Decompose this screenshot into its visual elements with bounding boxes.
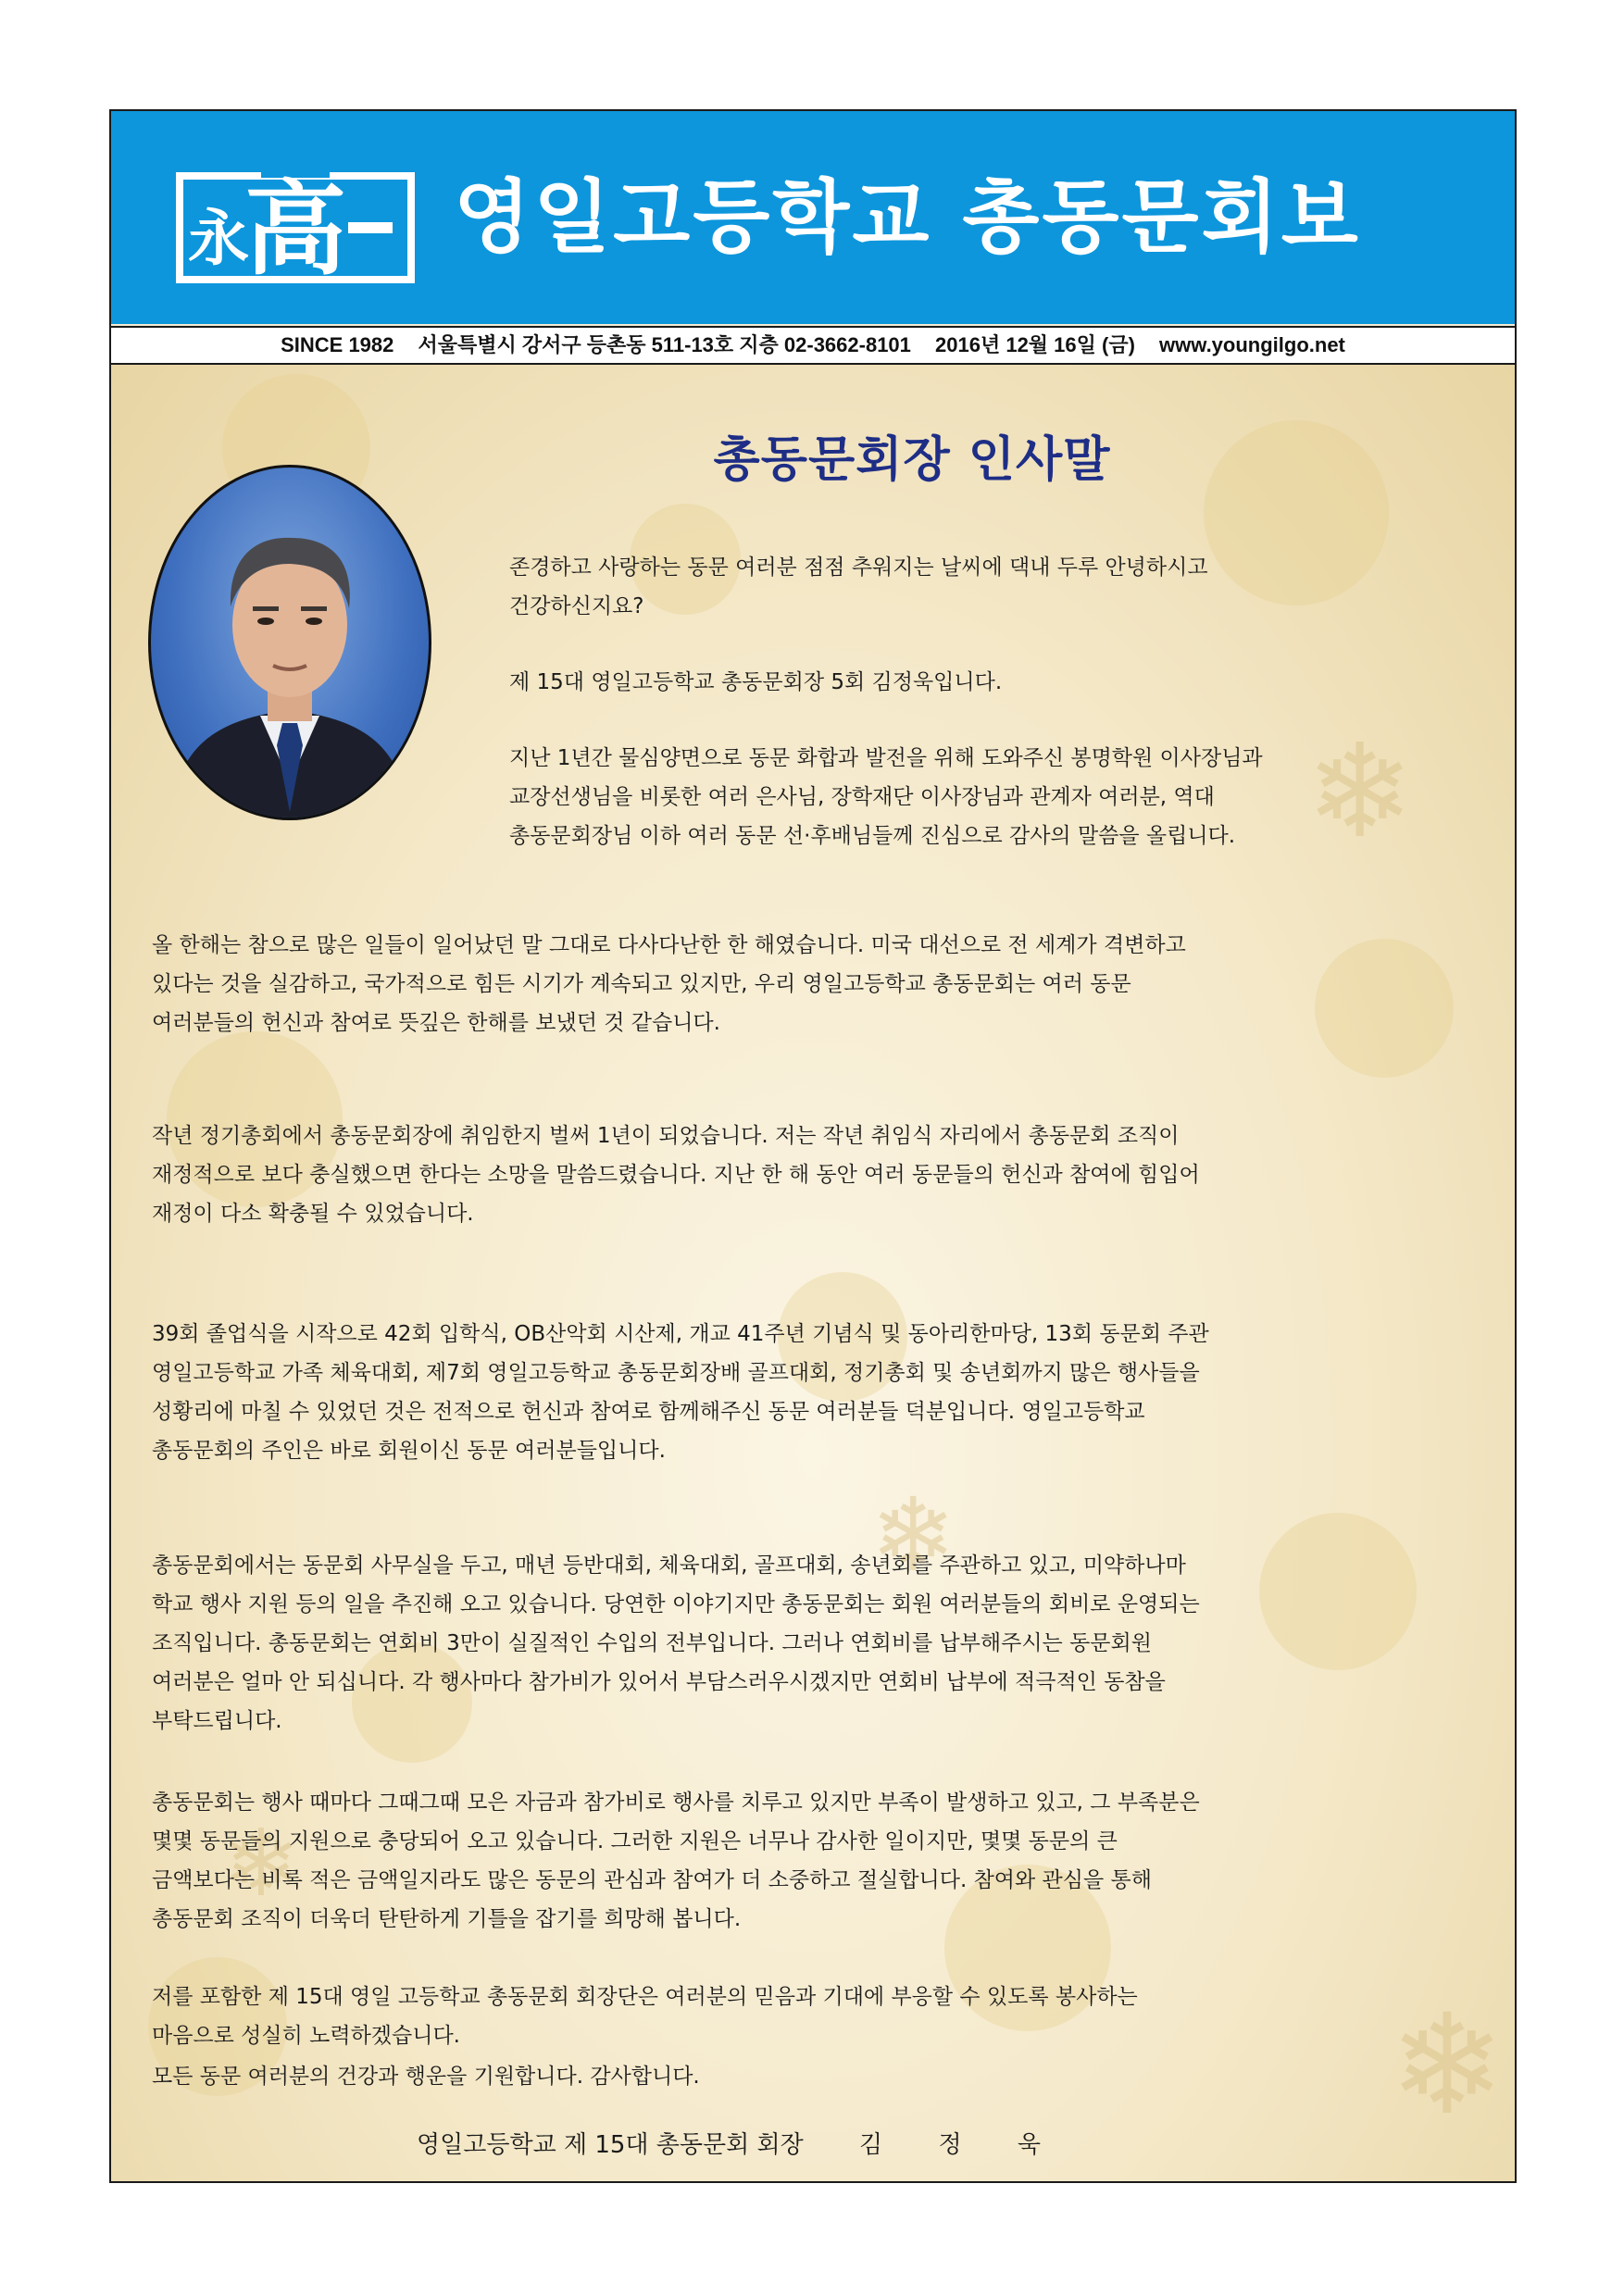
svg-text:高: 高 — [244, 170, 346, 285]
article-title: 총동문회장 인사말 — [713, 432, 1111, 488]
header-banner — [111, 111, 1515, 324]
snowflake-icon: ❄ — [1305, 717, 1415, 867]
info-since: SINCE 1982 — [281, 333, 394, 356]
article-paragraph-5: 작년 정기총회에서 총동문회장에 취임한지 벌써 1년이 되었습니다. 저는 작년 취임식 자리에서 총동문회 조직이 재정적으로 보다 충실했으면 한다는 소망을 말씀드렸습니다. 지난 한 해 동안 여러 동문들의 헌신과 참여에 힘입어 재정이 다소 확충될 수 있었습니다. — [152, 1124, 1200, 1226]
info-date: 2016년 12월 16일 (금) — [935, 333, 1135, 356]
newsletter-page — [109, 109, 1517, 2183]
signature-title: 영일고등학교 제 15대 총동문회 회장 — [417, 2131, 804, 2159]
signature-name-char: 욱 — [1017, 2131, 1041, 2159]
school-logo-icon — [176, 156, 415, 285]
signature-name-char: 김 — [859, 2131, 883, 2159]
snowflake-icon: ❄ — [222, 1809, 300, 1917]
article-paragraph-1: 존경하고 사랑하는 동문 여러분 점점 추워지는 날씨에 댁내 두루 안녕하시고 건강하신지요? — [509, 555, 1208, 618]
article-paragraph-2: 제 15대 영일고등학교 총동문회장 5회 김정욱입니다. — [509, 670, 1003, 694]
signature — [417, 2126, 1041, 2160]
article-paragraph-9: 저를 포함한 제 15대 영일 고등학교 총동문회 회장단은 여러분의 믿음과 기대에 부응할 수 있도록 봉사하는 마음으로 성실히 노력하겠습니다. — [152, 1985, 1138, 2048]
article-paragraph-7: 총동문회에서는 동문회 사무실을 두고, 매년 등반대회, 체육대회, 골프대회, 송년회를 주관하고 있고, 미약하나마 학교 행사 지원 등의 일을 추진해 오고 있습니다. 당연한 이야기지만 총동문회는 회원 여러분들의 회비로 운영되는 조직입니다. 총동문회는 연회비 3만이 실질적인 수입의 전부입니다. 그러나 연회비를 납부해주시는 동문회원 여러분은 얼마 안 되십니다. 각 행사마다 참가비가 있어서 부담스러우시겠지만 연회비 납부에 적극적인 동참을 부탁드립니다. — [152, 1554, 1200, 1733]
article-paragraph-8: 총동문회는 행사 때마다 그때그때 모은 자금과 참가비로 행사를 치루고 있지만 부족이 발생하고 있고, 그 부족분은 몇몇 동문들의 지원으로 충당되어 오고 있습니다. 그러한 지원은 너무나 감사한 일이지만, 몇몇 동문의 큰 금액보다는 비록 적은 금액일지라도 많은 동문의 관심과 참여가 더 소중하고 절실합니다. 참여와 관심을 통해 총동문회 조직이 더욱더 탄탄하게 기틀을 잡기를 희망해 봅니다. — [152, 1791, 1200, 1931]
president-portrait — [148, 465, 431, 820]
info-bar — [111, 326, 1515, 365]
info-address: 서울특별시 강서구 등촌동 511-13호 지층 02-3662-8101 — [418, 333, 911, 356]
svg-text:永: 永 — [188, 203, 249, 274]
info-website[interactable]: www.youngilgo.net — [1159, 333, 1345, 356]
article-paragraph-3: 지난 1년간 물심양면으로 동문 화합과 발전을 위해 도와주신 봉명학원 이사장님과 교장선생님을 비롯한 여러 은사님, 장학재단 이사장님과 관계자 여러분, 역대 총동문회장님 이하 여러 동문 선·후배님들께 진심으로 감사의 말씀을 올립니다. — [509, 746, 1263, 848]
article-paragraph-4: 올 한해는 참으로 많은 일들이 일어났던 말 그대로 다사다난한 한 해였습니다. 미국 대선으로 전 세계가 격변하고 있다는 것을 실감하고, 국가적으로 힘든 시기가 계속되고 있지만, 우리 영일고등학교 총동문회는 여러 동문 여러분들의 헌신과 참여로 뜻깊은 한해를 보냈던 것 같습니다. — [152, 933, 1186, 1035]
article-area — [111, 365, 1515, 2181]
snowflake-icon: ❄ — [870, 1476, 956, 1594]
signature-name — [811, 2131, 1041, 2159]
article-paragraph-10: 모든 동문 여러분의 건강과 행운을 기원합니다. 감사합니다. — [152, 2065, 700, 2089]
portrait-illustration — [151, 468, 429, 817]
snowflake-icon: ❄ — [1389, 1985, 1505, 2146]
article-paragraph-6: 39회 졸업식을 시작으로 42회 입학식, OB산악회 시산제, 개교 41주년 기념식 및 동아리한마당, 13회 동문회 주관 영일고등학교 가족 체육대회, 제7회 영일고등학교 총동문회장배 골프대회, 정기총회 및 송년회까지 많은 행사들을 성황리에 마칠 수 있었던 것은 전적으로 헌신과 참여로 함께해주신 동문 여러분들 덕분입니다. 영일고등학교 총동문회의 주인은 바로 회원이신 동문 여러분들입니다. — [152, 1322, 1209, 1463]
masthead-title: 영일고등학교 총동문회보 — [454, 171, 1361, 264]
signature-name-char: 정 — [938, 2131, 962, 2159]
